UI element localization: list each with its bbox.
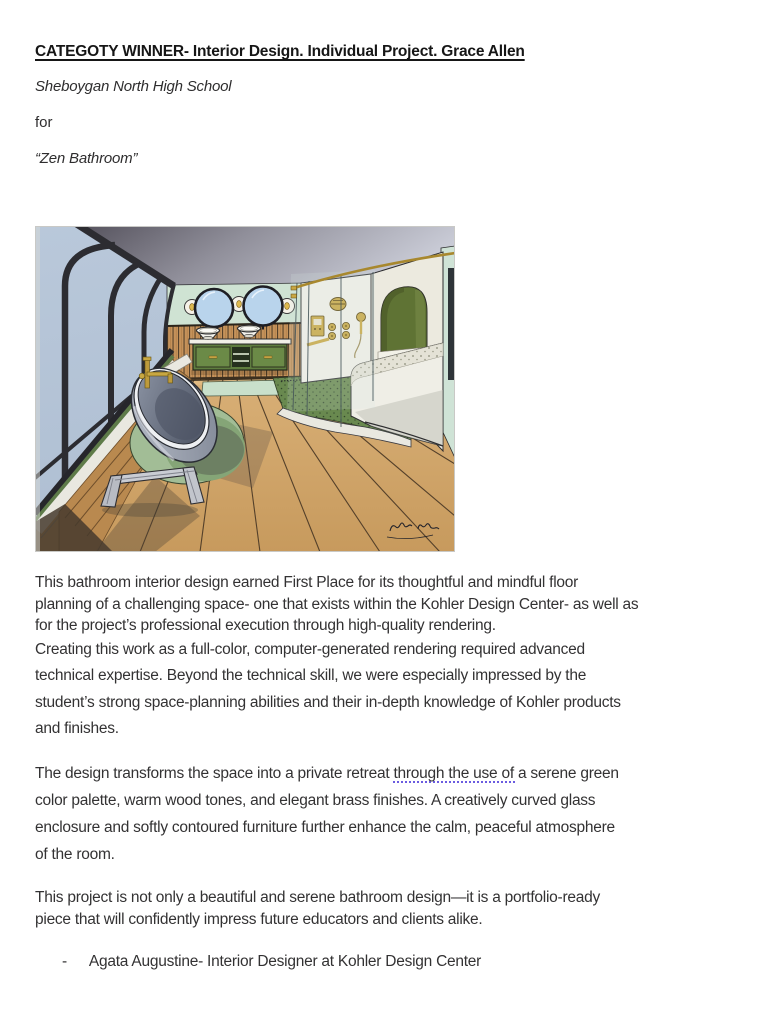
artwork-image: [35, 226, 455, 552]
text-line: enclosure and softly contoured furniture further enhance the calm, peaceful atmosphere: [35, 818, 615, 836]
paragraph-conclusion: [35, 887, 735, 932]
list-dash-bullet: -: [62, 952, 67, 970]
attribution-text: Agata Augustine- Interior Designer at Kohler Design Center: [88, 952, 482, 970]
text-segment: a serene green: [517, 764, 619, 782]
text-line: of the room.: [35, 845, 115, 863]
paragraph-award-1: [35, 572, 735, 637]
attribution-list-item: [35, 952, 735, 972]
paragraph-award-2: [35, 637, 735, 743]
text-line: [35, 760, 735, 787]
text-line: This bathroom interior design earned First Place for its thoughtful and mindful floor: [35, 574, 579, 591]
mirror-left: [195, 289, 233, 327]
text-line: student’s strong space-planning abilities and their in-depth knowledge of Kohler products: [35, 693, 621, 711]
text-line: piece that will confidently impress future educators and clients alike.: [35, 911, 483, 929]
artwork-figure: [35, 226, 455, 552]
text-line: Creating this work as a full-color, computer-generated rendering required advanced: [35, 640, 585, 658]
text-segment: The design transforms the space into a private retreat: [35, 764, 394, 782]
text-line: planning of a challenging space- one that exists within the Kohler Design Center- as well as: [35, 595, 639, 613]
mirror-right: [244, 287, 283, 326]
text-line: technical expertise. Beyond the technical skill, we were especially impressed by the: [35, 667, 587, 685]
text-line: and finishes.: [35, 720, 119, 738]
grammar-suggestion-underline[interactable]: through the use of: [393, 764, 518, 782]
for-word: for: [35, 114, 53, 131]
green-vanity: [189, 339, 291, 375]
paragraph-design: [35, 760, 735, 868]
text-line: color palette, warm wood tones, and elegant brass finishes. A creatively curved glass: [35, 791, 596, 809]
school-name: Sheboygan North High School: [35, 78, 232, 95]
text-line: for the project’s professional execution through high-quality rendering.: [35, 617, 496, 634]
project-title: “Zen Bathroom”: [35, 150, 138, 167]
text-line: This project is not only a beautiful and serene bathroom design—it is a portfolio-ready: [35, 888, 600, 906]
page-title: CATEGOTY WINNER- Interior Design. Individual Project. Grace Allen: [35, 43, 525, 60]
